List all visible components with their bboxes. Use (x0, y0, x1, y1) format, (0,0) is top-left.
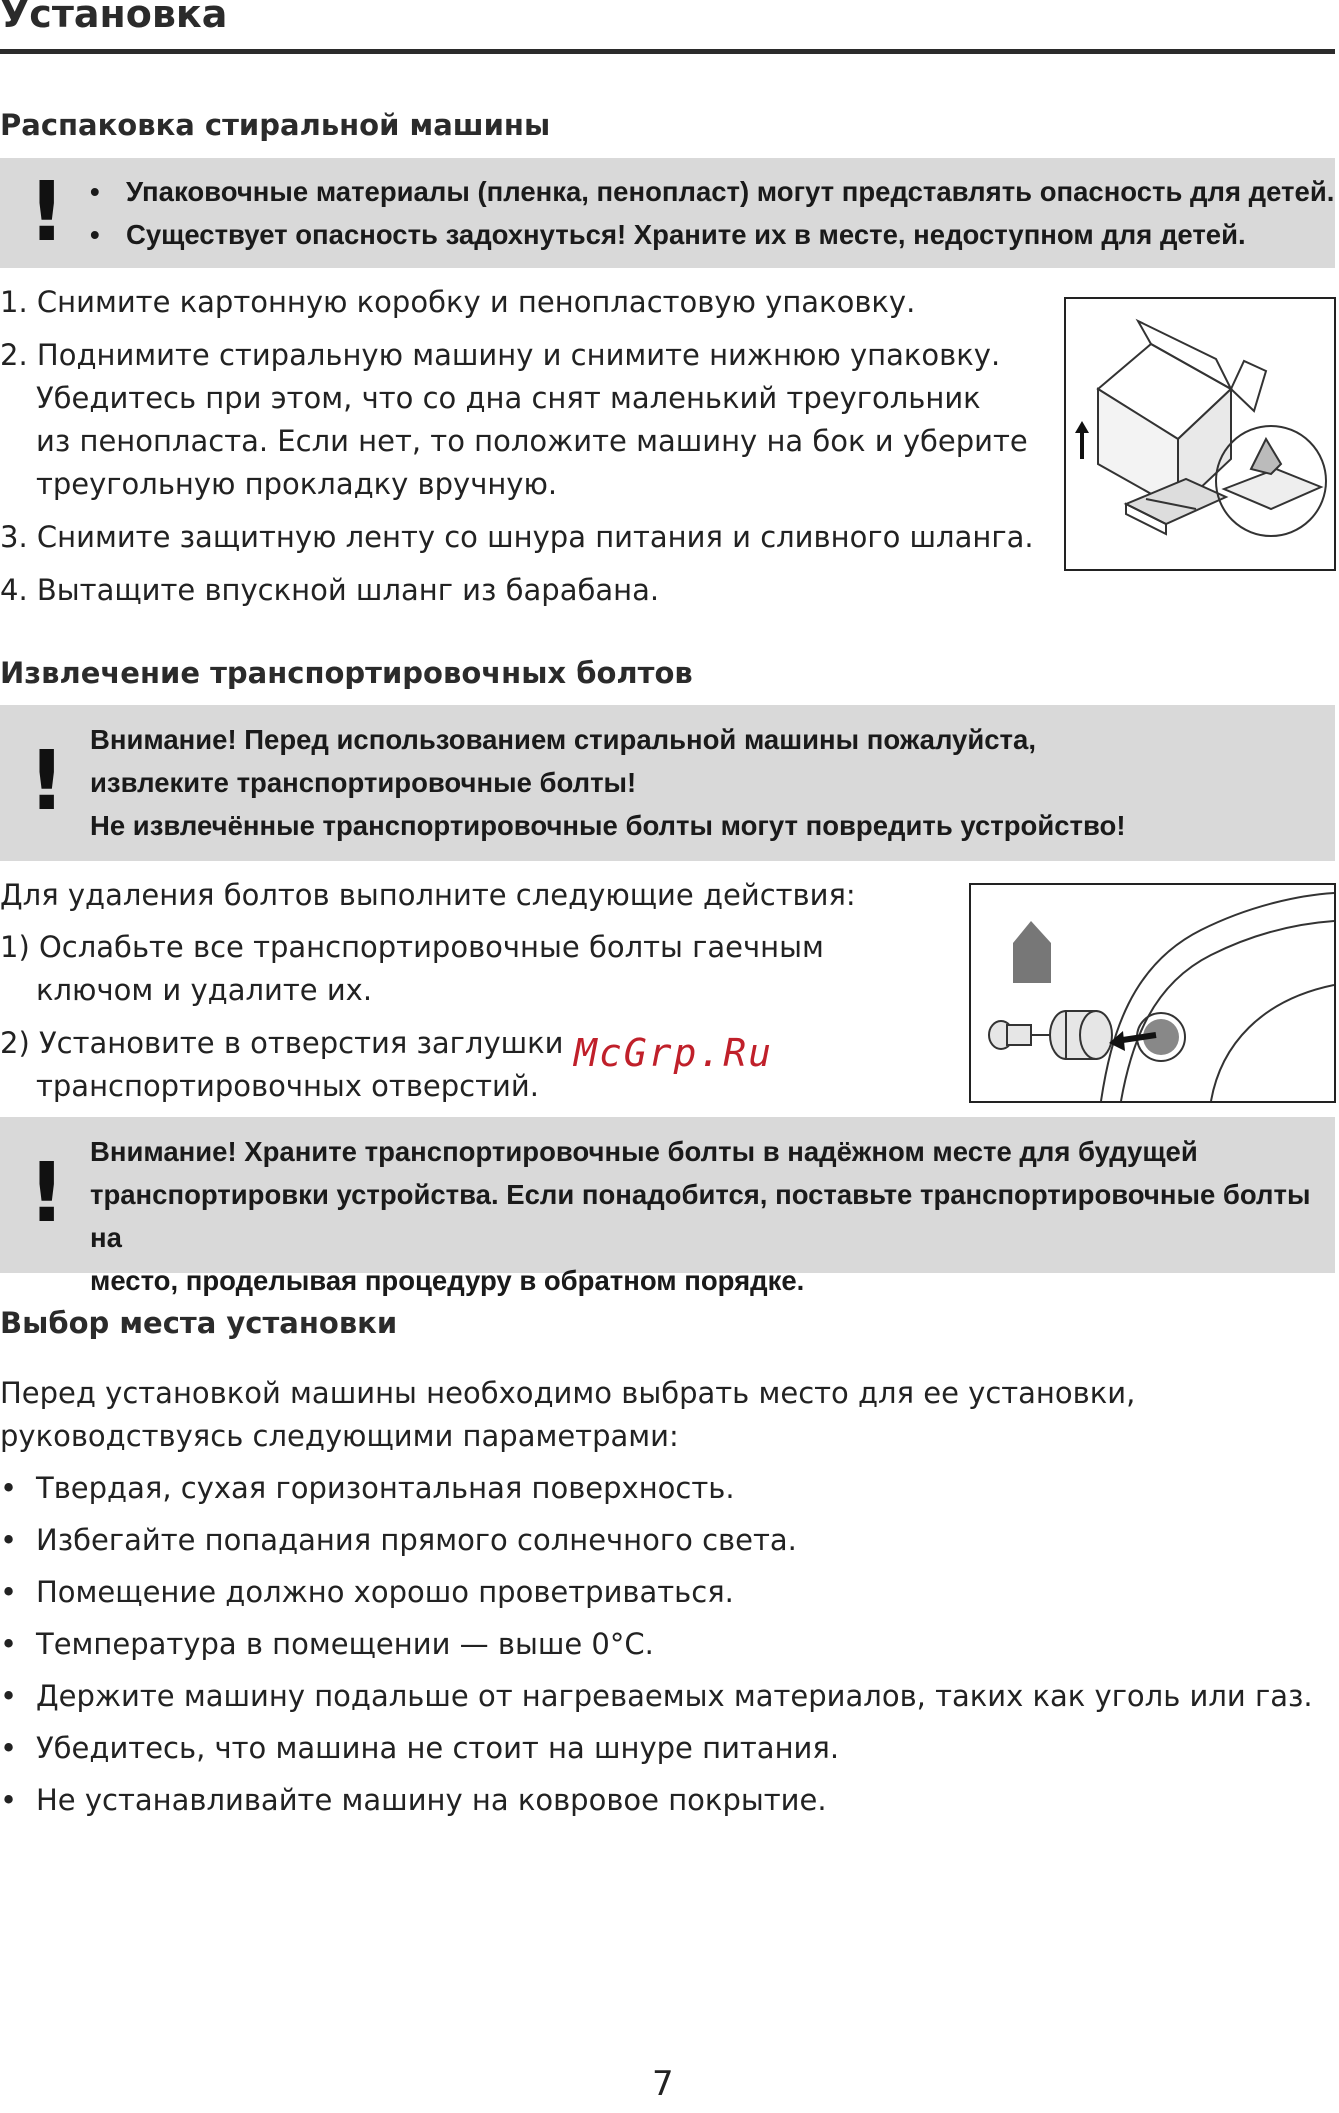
bolt-removal-drawing (971, 885, 1334, 1101)
warning-item: • Упаковочные материалы (пленка, пенопласт) могут представлять опасность для детей. (90, 170, 1334, 213)
bolt-icon (989, 1011, 1112, 1059)
exclamation-icon: ! (28, 165, 66, 260)
section-title-placement: Выбор места установки (0, 1306, 398, 1340)
exclamation-icon: ! (28, 1146, 66, 1241)
list-item: • Температура в помещении — выше 0°C. (0, 1627, 654, 1661)
title-divider (0, 49, 1335, 54)
warning-text: Внимание! Храните транспортировочные болты в надёжном месте для будущей транспортировки устройства. Если понадобится, поставьте транспортировочные болты на место, проделывая процедуру в обратном порядке. (90, 1136, 1311, 1296)
list-item: • Избегайте попадания прямого солнечного света. (0, 1523, 797, 1557)
list-item: • Держите машину подальше от нагреваемых материалов, таких как уголь или газ. (0, 1679, 1313, 1713)
unpack-step-3: 3. Снимите защитную ленту со шнура питания и сливного шланга. (0, 520, 1034, 554)
warning-box-bolts-bottom (0, 1117, 1335, 1296)
watermark: McGrp.Ru (574, 1031, 774, 1075)
bolt-removal-illustration (969, 883, 1336, 1103)
page-number: 7 (652, 2064, 674, 2104)
unpack-step-1: 1. Снимите картонную коробку и пенопластовую упаковку. (0, 285, 916, 319)
triangle-warning-icon (1013, 921, 1051, 983)
bolts-step-1: 1) Ослабьте все транспортировочные болты гаечным ключом и удалите их. (0, 930, 824, 1007)
placement-intro: Перед установкой машины необходимо выбрать место для ее установки, руководствуясь следующими параметрами: (0, 1376, 1136, 1453)
unpack-step-4: 4. Вытащите впускной шланг из барабана. (0, 573, 660, 607)
box-lift-drawing (1066, 299, 1334, 569)
arrow-up-icon (1075, 421, 1089, 459)
warning-box-unpacking (0, 158, 1335, 268)
page-title: Установка (0, 0, 228, 36)
section-title-bolts: Извлечение транспортировочных болтов (0, 656, 693, 690)
exclamation-icon: ! (28, 734, 66, 829)
list-item: • Твердая, сухая горизонтальная поверхность. (0, 1471, 735, 1505)
warning-box-bolts-top (0, 705, 1335, 861)
bolts-step-2: 2) Установите в отверстия заглушки транспортировочных отверстий. (0, 1026, 564, 1103)
list-item: • Помещение должно хорошо проветриваться. (0, 1575, 734, 1609)
unpack-step-2: 2. Поднимите стиральную машину и снимите нижнюю упаковку. Убедитесь при этом, что со дна снят маленький треугольник из пенопласта. Если нет, то положите машину на бок и уберите треугольную прокладку вручную. (0, 338, 1028, 501)
section-title-unpacking: Распаковка стиральной машины (0, 108, 551, 142)
bolts-intro: Для удаления болтов выполните следующие действия: (0, 878, 856, 912)
warning-list (90, 170, 1334, 256)
warning-text: Внимание! Перед использованием стиральной машины пожалуйста, извлеките транспортировочные болты! Не извлечённые транспортировочные болты могут повредить устройство! (90, 724, 1126, 841)
warning-item: • Существует опасность задохнуться! Храните их в месте, недоступном для детей. (90, 213, 1334, 256)
list-item: • Убедитесь, что машина не стоит на шнуре питания. (0, 1731, 840, 1765)
list-item: • Не устанавливайте машину на ковровое покрытие. (0, 1783, 827, 1817)
unpacking-illustration (1064, 297, 1336, 571)
